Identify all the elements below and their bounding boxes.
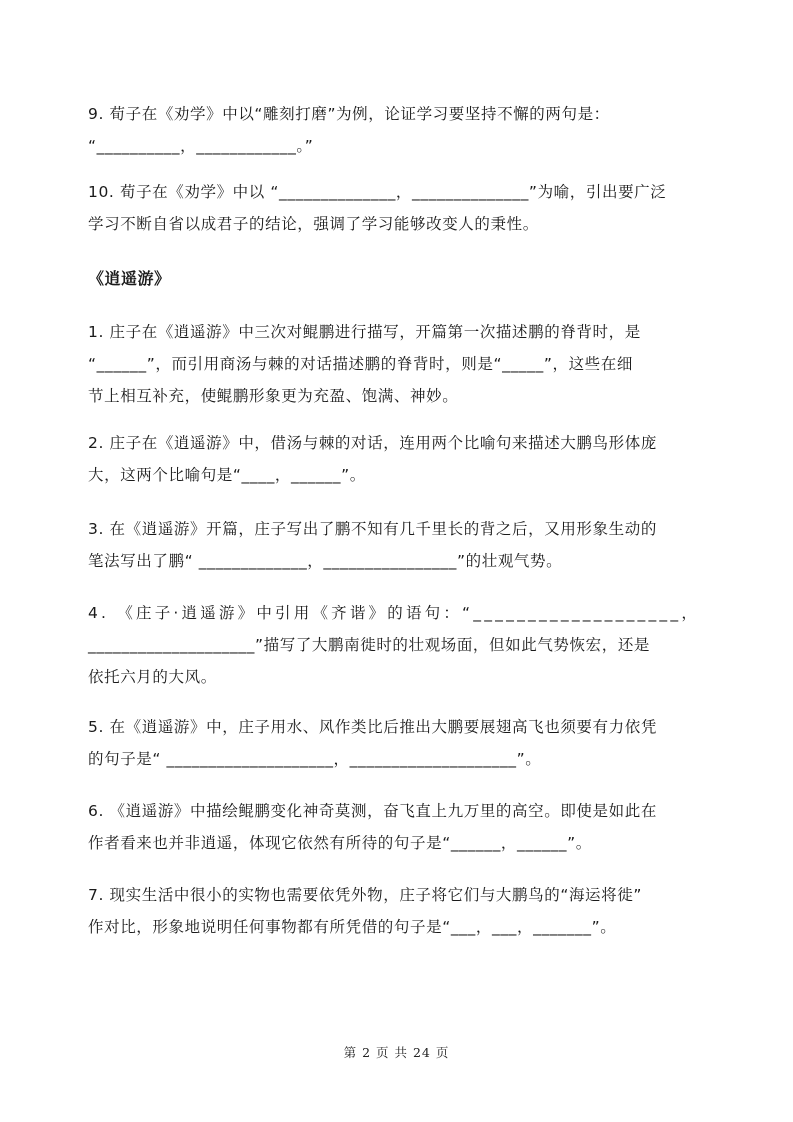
question-line: “______”，而引用商汤与棘的对话描述鹏的脊背时，则是“_____”，这些在细 [88, 355, 633, 373]
question-line: 依托六月的大风。 [88, 668, 217, 686]
question-10 [88, 176, 713, 240]
question-9 [88, 98, 713, 162]
question-line: 作对比，形象地说明任何事物都有所凭借的句子是“___，___，_______”。 [88, 918, 617, 936]
question-line: 2. 庄子在《逍遥游》中，借汤与棘的对话，连用两个比喻句来描述大鹏鸟形体庞 [88, 434, 657, 452]
question-line: 10. 荀子在《劝学》中以 “______________，______________”为喻，引出要广泛 [88, 183, 667, 201]
question-line: 9. 荀子在《劝学》中以“雕刻打磨”为例，论证学习要坚持不懈的两句是： [88, 105, 610, 123]
question-xiaoyao-1 [88, 316, 713, 412]
question-xiaoyao-4 [88, 597, 713, 693]
question-line: 学习不断自省以成君子的结论，强调了学习能够改变人的秉性。 [88, 215, 539, 233]
question-line: 节上相互补充，使鲲鹏形象更为充盈、饱满、神妙。 [88, 387, 459, 405]
question-line: 作者看来也并非逍遥，体现它依然有所待的句子是“______，______”。 [88, 834, 592, 852]
question-xiaoyao-6 [88, 795, 713, 859]
question-line: 1. 庄子在《逍遥游》中三次对鲲鹏进行描写，开篇第一次描述鹏的脊背时，是 [88, 323, 641, 341]
question-line: 6. 《逍遥游》中描绘鲲鹏变化神奇莫测，奋飞直上九万里的高空。即使是如此在 [88, 802, 657, 820]
question-line: 4. 《庄子·逍遥游》中引用《齐谐》的语句：“___________________， [88, 604, 701, 622]
question-xiaoyao-3 [88, 513, 713, 577]
question-line: 大，这两个比喻句是“____，______”。 [88, 466, 366, 484]
question-xiaoyao-2 [88, 427, 713, 491]
question-line: 笔法写出了鹏“ _____________，________________”的壮观气势。 [88, 552, 563, 570]
question-xiaoyao-5 [88, 711, 713, 775]
question-line: 5. 在《逍遥游》中，庄子用水、风作类比后推出大鹏要展翅高飞也须要有力依凭 [88, 718, 657, 736]
question-line: 的句子是“ ____________________，____________________”。 [88, 750, 542, 768]
question-line: ____________________”描写了大鹏南徙时的壮观场面，但如此气势恢宏，还是 [88, 636, 651, 654]
question-line: 7. 现实生活中很小的实物也需要依凭外物，庄子将它们与大鹏鸟的“海运将徙” [88, 886, 642, 904]
section-heading: 《逍遥游》 [88, 269, 171, 288]
page-footer: 第 2 页 共 24 页 [343, 1045, 450, 1060]
question-line: 3. 在《逍遥游》开篇，庄子写出了鹏不知有几千里长的背之后，又用形象生动的 [88, 520, 657, 538]
question-line: “__________，____________。” [88, 137, 314, 155]
question-xiaoyao-7 [88, 879, 713, 943]
